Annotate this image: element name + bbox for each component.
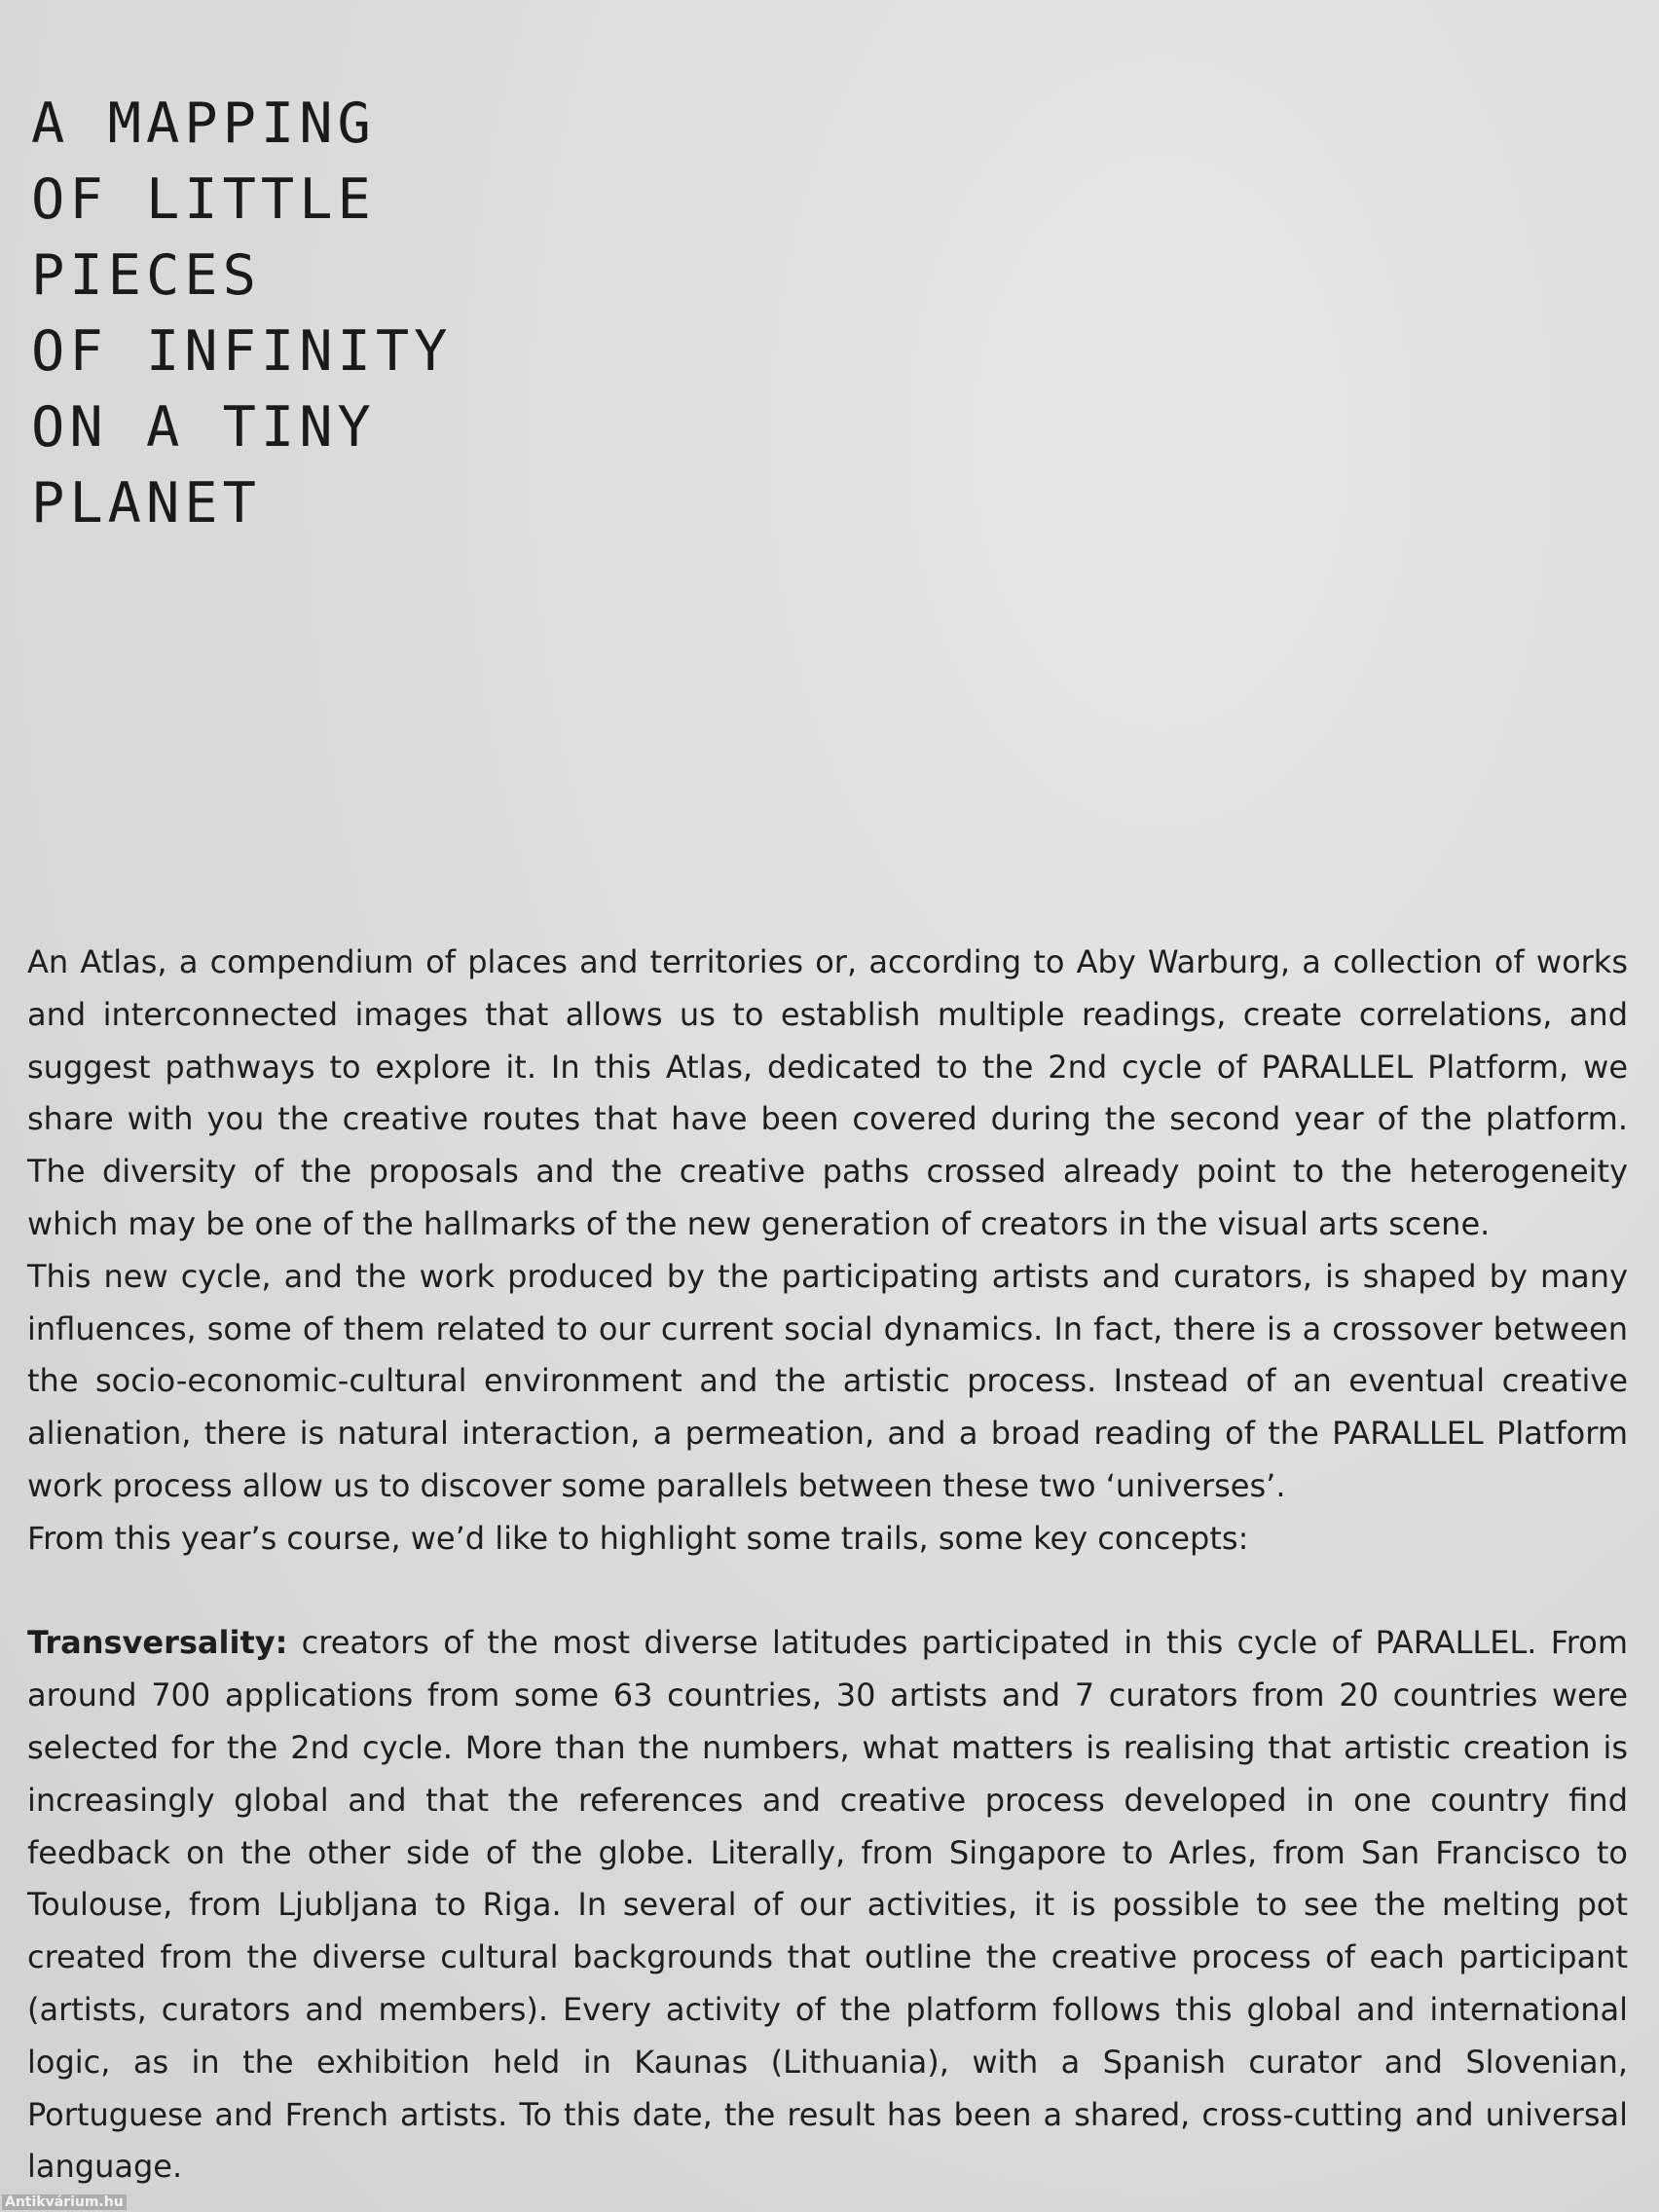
- paragraph-cycle: This new cycle, and the work produced by the participating artists and curators, is shaped by many influences, some of them related to our current social dynamics. In fact, there is a crossover between the socio-economic-cultural environment and the artistic process. Instead of an eventual creative alienation, there is natural interaction, a permeation, and a broad reading of the PARALLEL Platform work process allow us to discover some parallels between these two ‘universes’.: [27, 1257, 1628, 1504]
- paragraph-trails: From this year’s course, we’d like to highlight some trails, some key concepts:: [27, 1519, 1249, 1557]
- paragraph-transversality: [27, 1617, 1628, 2194]
- body-text: [27, 937, 1628, 2194]
- transversality-text: creators of the most diverse latitudes participated in this cycle of PARALLEL. From around 700 applications from some 63 countries, 30 artists and 7 curators from 20 countries were selected for the 2nd cycle. More than the numbers, what matters is realising that artistic creation is increasingly global and that the references and creative process developed in one country find feedback on the other side of the globe. Literally, from Singapore to Arles, from San Francisco to Toulouse, from Ljubljana to Riga. In several of our activities, it is possible to see the melting pot created from the diverse cultural backgrounds that outline the creative process of each participant (artists, curators and members). Every activity of the platform follows this global and international logic, as in the exhibition held in Kaunas (Lithuania), with a Spanish curator and Slovenian, Portuguese and French artists. To this date, the result has been a shared, cross-cutting and universal language.: [27, 1624, 1628, 2186]
- title-line: OF LITTLE: [31, 167, 376, 232]
- paragraph-intro: An Atlas, a compendium of places and territories or, according to Aby Warburg, a collection of works and interconnected images that allows us to establish multiple readings, create correlations, and suggest pathways to explore it. In this Atlas, dedicated to the 2nd cycle of PARALLEL Platform, we share with you the creative routes that have been covered during the second year of the platform. The diversity of the proposals and the creative paths crossed already point to the heterogeneity which may be one of the hallmarks of the new generation of creators in the visual arts scene.: [27, 943, 1628, 1242]
- title-line: PIECES: [31, 243, 261, 308]
- title-line: ON A TINY: [31, 395, 376, 460]
- watermark: Antikvárium.hu: [2, 2194, 127, 2210]
- title-line: PLANET: [31, 471, 261, 535]
- term-transversality: Transversality:: [27, 1624, 288, 1662]
- title-line: OF INFINITY: [31, 319, 453, 384]
- page-title: [31, 86, 453, 541]
- title-line: A MAPPING: [31, 92, 376, 156]
